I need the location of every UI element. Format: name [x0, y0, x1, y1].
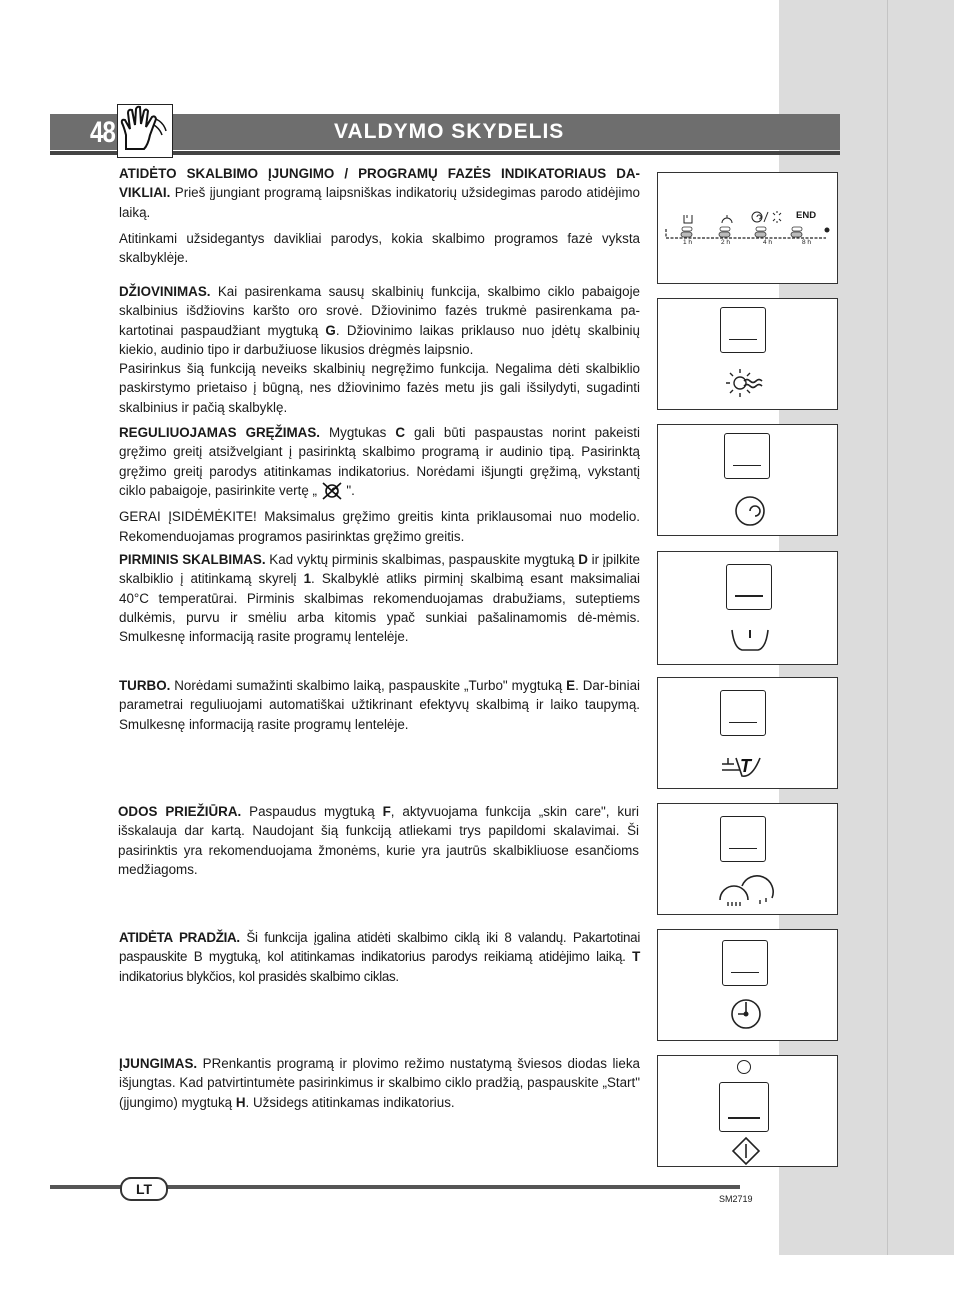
section-delay-indicators — [119, 164, 640, 274]
start-pause-icon — [730, 1136, 762, 1166]
language-badge: LT — [120, 1177, 168, 1201]
start-panel — [657, 1055, 838, 1167]
section-text: . Džiovinimo laikas priklauso nuo įdėtų skalbinių kiekio, audinio tipo ir darbužiuose likusios drėgmės laipsnio. — [119, 322, 640, 357]
page-title: VALDYMO SKYDELIS — [334, 120, 565, 143]
section-text: Prieš įjungiant programą laipsniškas indikatorių užsidegimas parodo atidėjimo laiką. — [119, 185, 640, 220]
button-key: E — [566, 678, 576, 693]
indicator-panel — [657, 172, 838, 284]
section-heading: TURBO. — [119, 678, 171, 693]
clock-icon — [728, 996, 764, 1032]
hour-label: 2 h — [721, 239, 731, 246]
section-heading: ATIDĖTO SKALBIMO ĮJUNGIMO / PROGRAMŲ FAZĖS INDIKATORIAUS DA-VIKLIAI. — [119, 166, 640, 201]
skin-care-icon — [716, 874, 780, 910]
button-key: D — [578, 552, 588, 567]
section-text: indikatorius blykčios, kol prasidės skalbimo ciklas. — [119, 968, 399, 984]
delay-start-button[interactable] — [722, 940, 768, 986]
section-text: gali būti paspaustas norint pakeisti gręžimo greitį atsižvelgiant į pasirinktą skalbimo programą ir audinio tipą. Pasirinktą gręžimo greitį parodys atitinkamas indikatorius. Norėdami išjungti gręžimą, vykstantį ciklo pabaigoje, pasirinkite vertę „ — [119, 425, 640, 498]
prewash-panel — [657, 551, 838, 665]
start-button[interactable] — [719, 1082, 769, 1132]
hour-label: 8 h — [802, 239, 812, 246]
document-code: SM2719 — [719, 1194, 753, 1204]
section-text: Kai pasirenkama sausų skalbinių funkcija, skalbimo ciklo pabaigoje skalbinius išdžiovins karšto oro srovė. Džiovinimo fazės trukmė pasirenkama pa-kartotinai paspaudžiant mygtuką — [119, 284, 640, 338]
section-prewash — [119, 550, 640, 653]
section-spin — [119, 423, 640, 553]
start-led-indicator — [737, 1060, 751, 1074]
section-heading: DŽIOVINIMAS. — [119, 284, 211, 299]
section-text: Ši funkcija įgalina atidėti skalbimo ciklą iki 8 valandų. Pakartotinai paspauskite B mygtuką, kol atitinkamas indikatorius parodys reikiamą atidėjimo laiką. — [119, 930, 640, 965]
prewash-icon — [728, 624, 772, 656]
skin-care-panel — [657, 803, 838, 915]
button-key: H — [235, 1094, 246, 1110]
hour-label: 1 h — [683, 239, 693, 246]
section-delay-start — [119, 928, 640, 993]
drying-button[interactable] — [720, 307, 766, 353]
section-text: , aktyvuojama funkcija „skin care", kuri išskalauja dar kartą. Naudojant šią funkciją atliekami trys papildomi skalavimai. Ši pasirinktis yra rekomenduojama žmonėms, kurie yra jautrūs skalbikliuose esančioms medžiagoms. — [118, 804, 639, 877]
section-start — [119, 1054, 640, 1119]
turbo-icon — [718, 748, 770, 784]
section-skin-care — [118, 802, 639, 886]
section-text: Kad vyktų pirminis skalbimas, paspauskite mygtuką — [265, 552, 579, 567]
section-text: ". — [342, 482, 355, 498]
spin-panel — [657, 424, 838, 536]
drying-icon — [722, 365, 768, 401]
section-text: Pasirinkus šią funkciją neveiks skalbinių negręžimo funkcija. Negalima dėti skalbiklio paskirstymo prietaiso į būgną, nes džiovinimo fazės metu jis gali išsilydyti, sugadinti skalbinius ir pačią skalbyklę. — [119, 361, 640, 415]
section-heading: PIRMINIS SKALBIMAS. — [119, 552, 266, 567]
page-number: 48 — [90, 116, 116, 149]
drying-panel — [657, 298, 838, 410]
spin-icon — [730, 493, 770, 529]
button-key: G — [325, 322, 336, 338]
section-text: Mygtukas — [319, 425, 396, 440]
turbo-button[interactable] — [720, 690, 766, 736]
section-text: Paspaudus mygtuką — [241, 804, 383, 819]
section-text: . Skalbyklė atliks pirminį skalbimą esant maksimaliai 40°C temperatūrai. Pirminis skalbimas rekomenduojamas drabužiams, suteptiems dulkėmis, purvu ir smėliu arba kitomis ypač sunkiai pašalinamomis dė-mėmis. Smulkesnę informaciją rasite programų lentelėje. — [119, 571, 641, 645]
section-heading: ODOS PRIEŽIŪRA. — [118, 804, 242, 819]
section-heading: ATIDĖTA PRADŽIA. — [119, 930, 240, 945]
section-text: . Dar-biniai parametrai reguliuojami automatiškai užtikrinant efektyvų skalbimą ir laiko taupymą. Smulkesnę informaciją rasite programų lentelėje. — [119, 678, 641, 732]
section-text: GERAI ĮSIDĖMĖKITE! Maksimalus gręžimo greitis kinta priklausomai nuo modelio. Rekomenduojamas programos pasirinktas gręžimo greitis. — [119, 509, 640, 544]
indicator-key: T — [632, 949, 640, 965]
section-text: Atitinkami užsidegantys davikliai parodys, kokia skalbimo programos fazė vyksta skalbyklėje. — [119, 230, 640, 266]
delay-start-panel — [657, 929, 838, 1041]
strip-divider — [887, 0, 888, 1255]
hour-label: 4 h — [763, 239, 773, 246]
no-spin-icon — [321, 482, 343, 500]
section-drying — [119, 282, 640, 424]
spin-button[interactable] — [724, 433, 770, 479]
button-key: C — [395, 425, 406, 440]
section-text: ir įpilkite skalbiklio į atitinkamą skyrelį — [119, 552, 640, 587]
compartment-number: 1 — [303, 571, 312, 587]
section-text: PRenkantis programą ir plovimo režimo nustatymą šviesos diodas lieka išjungtas. Kad patvirtintumėte pasirinkimus ir skalbimo ciklo pradžią, paspauskite „Start" (įjungimo) mygtuką — [119, 1056, 640, 1110]
section-turbo — [119, 676, 640, 741]
section-text: Norėdami sumažinti skalbimo laiką, paspauskite „Turbo" mygtuką — [170, 678, 567, 693]
hand-icon — [117, 104, 173, 158]
button-key: F — [382, 804, 391, 819]
end-label: END — [796, 210, 817, 221]
section-heading: ĮJUNGIMAS. — [119, 1056, 198, 1071]
prewash-button[interactable] — [726, 564, 772, 610]
section-text: . Užsidegs atitinkamas indikatorius. — [245, 1094, 455, 1110]
section-heading: REGULIUOJAMAS GRĘŽIMAS. — [119, 425, 320, 440]
turbo-panel — [657, 677, 838, 789]
svg-text:T: T — [740, 756, 751, 776]
skin-care-button[interactable] — [720, 816, 766, 862]
